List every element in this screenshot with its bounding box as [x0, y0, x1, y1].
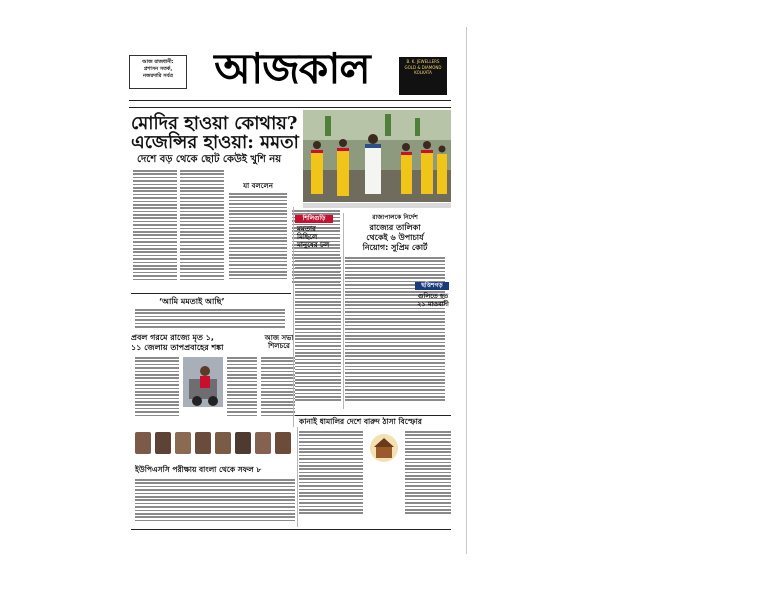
heat-story-text: [135, 357, 179, 423]
lead-subheadline: দেশে বড় থেকে ছোট কেউই খুশি নয়: [137, 154, 282, 165]
jeweller-ad: B. K. JEWELLERS GOLD & DIAMOND KOLKATA: [399, 57, 447, 95]
candidate-photo: [215, 432, 231, 454]
upsc-story-text: [135, 479, 295, 525]
court-headline: রাজ্যের তালিকা থেকেই ৬ উপাচার্য নিয়োগ: সুপ্রিম কোর্ট: [362, 223, 428, 252]
heat-photo: [183, 357, 223, 407]
kanai-headline: কানাই ধামালির দেশে বারুদ ঠাসা বিস্ফোর: [299, 417, 422, 426]
kanai-story-text-2: [405, 431, 451, 521]
section-rule: [131, 293, 291, 294]
upsc-photo-strip: [135, 432, 295, 454]
quotes-box: [229, 193, 287, 289]
kanai-story-text: [299, 431, 363, 521]
candidate-photo: [235, 432, 251, 454]
quote-story-text: [135, 309, 285, 331]
silchar-story-text: [261, 357, 295, 423]
newspaper-front-page: [117, 27, 467, 554]
silchar-meeting-headline: আজ সভা শিলচরে: [264, 334, 294, 350]
footer-rule: [131, 529, 451, 530]
masthead-logo: আজকাল: [214, 44, 370, 93]
column-divider: [343, 213, 344, 409]
maoist-headline: গুলিতে হত ২১ মাওবাদী: [417, 292, 449, 308]
silchar-tag: শিলিগুড়ি: [295, 215, 333, 223]
kanai-illustration: [367, 433, 401, 463]
masthead-ear-box: আজ রাজধানী: প্রশাসন সতর্ক, নজরদারি সর্বত্র: [129, 55, 187, 89]
lead-story-column-1: [133, 170, 177, 290]
column-divider: [293, 207, 294, 427]
candidate-photo: [195, 432, 211, 454]
quote-headline: ‘আমি মমতাই আছি’: [159, 297, 225, 306]
lead-story-column-2: [180, 170, 224, 290]
candidate-photo: [135, 432, 151, 454]
dateline-strip: [129, 100, 451, 108]
court-story-text: [345, 257, 445, 407]
heat-story-text-2: [227, 357, 257, 423]
kanai-rule: [295, 415, 451, 416]
rally-photo: [303, 110, 451, 202]
candidate-photo: [255, 432, 271, 454]
rally-headline: মমতার মিছিলে মানুষের ঢল: [297, 225, 330, 249]
court-kicker: রাজ্যপালকে নির্দেশ: [372, 214, 418, 221]
heat-headline: প্রবল গরমে রাজ্যে মৃত ১, ১১ জেলায় তাপপ্রবাহের শঙ্কা: [131, 333, 224, 352]
candidate-photo: [155, 432, 171, 454]
lead-headline-2: এজেন্সির হাওয়া: মমতা: [131, 132, 299, 153]
rally-story-text: [295, 257, 341, 407]
lead-headline-1: মোদির হাওয়া কোথায়?: [131, 113, 298, 134]
rally-photo-caption: [303, 203, 451, 208]
upsc-headline: ইউপিএসসি পরীক্ষায় বাংলা থেকে সফল ৮: [135, 465, 262, 474]
candidate-photo: [275, 432, 291, 454]
quotes-box-title: যা বললেন: [243, 182, 273, 190]
chhattisgarh-tag: ছত্তিশগড়: [415, 282, 449, 290]
column-divider: [297, 427, 298, 527]
candidate-photo: [175, 432, 191, 454]
